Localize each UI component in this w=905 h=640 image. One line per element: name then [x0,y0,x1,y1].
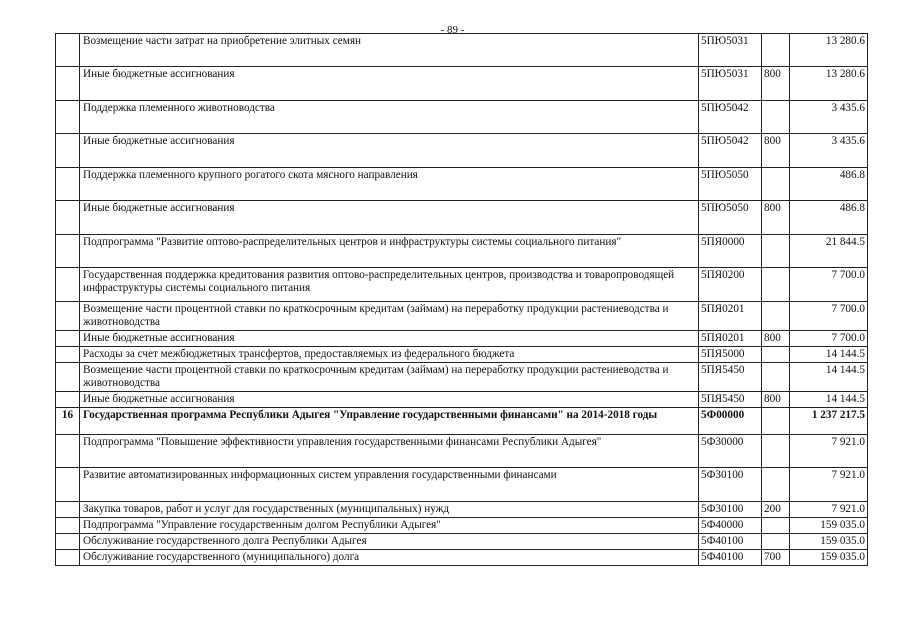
expense-type-cell: 800 [762,201,790,235]
expense-type-cell [762,534,790,550]
item-name-cell: Иные бюджетные ассигнования [80,134,699,168]
row-number-cell [56,302,80,331]
item-name-cell: Иные бюджетные ассигнования [80,67,699,101]
item-name-cell: Возмещение части затрат на приобретение элитных семян [80,34,699,67]
amount-cell: 159 035.0 [790,518,868,534]
table-row [56,347,868,363]
table-row [56,67,868,101]
amount-cell: 486.8 [790,168,868,201]
expense-type-cell: 800 [762,134,790,168]
row-number-cell [56,134,80,168]
item-name-cell: Иные бюджетные ассигнования [80,331,699,347]
table-row [56,201,868,235]
amount-cell: 7 921.0 [790,502,868,518]
table-row [56,408,868,435]
table-row [56,534,868,550]
row-number-cell [56,331,80,347]
table-row [56,168,868,201]
expense-type-cell [762,168,790,201]
table-row [56,392,868,408]
item-name-cell: Подпрограмма "Управление государственным долгом Республики Адыгея" [80,518,699,534]
expense-type-cell [762,518,790,534]
target-code-cell: 5ПЯ5450 [699,363,762,392]
expense-type-cell [762,435,790,468]
target-code-cell: 5ПЯ5000 [699,347,762,363]
amount-cell: 7 700.0 [790,268,868,302]
target-code-cell: 5Ф40100 [699,534,762,550]
expense-type-cell [762,268,790,302]
row-number-cell [56,518,80,534]
expense-type-cell [762,235,790,268]
target-code-cell: 5ПЮ5042 [699,134,762,168]
row-number-cell [56,347,80,363]
page-number: - 89 - [440,24,465,36]
table-row [56,363,868,392]
row-number-cell: 16 [56,408,80,435]
item-name-cell: Возмещение части процентной ставки по краткосрочным кредитам (займам) на переработку продукции растениеводства и животноводства [80,363,699,392]
budget-table [55,33,868,566]
target-code-cell: 5Ф40000 [699,518,762,534]
target-code-cell: 5ПЮ5031 [699,34,762,67]
item-name-cell: Государственная программа Республики Адыгея "Управление государственными финансами" на 2014-2018 годы [80,408,699,435]
table-row [56,268,868,302]
item-name-cell: Подпрограмма "Повышение эффективности управления государственными финансами Республики Адыгея" [80,435,699,468]
item-name-cell: Поддержка племенного животноводства [80,101,699,134]
row-number-cell [56,168,80,201]
target-code-cell: 5ПЮ5042 [699,101,762,134]
target-code-cell: 5ПЮ5050 [699,168,762,201]
table-row [56,331,868,347]
target-code-cell: 5ПЯ0201 [699,331,762,347]
expense-type-cell [762,302,790,331]
expense-type-cell [762,468,790,502]
item-name-cell: Поддержка племенного крупного рогатого скота мясного направления [80,168,699,201]
item-name-cell: Государственная поддержка кредитования развития оптово-распределительных центров, производства и товаропроводящей инфраструктуры системы социального питания [80,268,699,302]
amount-cell: 159 035.0 [790,550,868,566]
row-number-cell [56,201,80,235]
item-name-cell: Закупка товаров, работ и услуг для государственных (муниципальных) нужд [80,502,699,518]
amount-cell: 159 035.0 [790,534,868,550]
expense-type-cell: 800 [762,67,790,101]
row-number-cell [56,502,80,518]
amount-cell: 21 844.5 [790,235,868,268]
target-code-cell: 5Ф40100 [699,550,762,566]
target-code-cell: 5ПЯ5450 [699,392,762,408]
amount-cell: 7 921.0 [790,435,868,468]
row-number-cell [56,34,80,67]
amount-cell: 3 435.6 [790,134,868,168]
row-number-cell [56,468,80,502]
expense-type-cell [762,408,790,435]
target-code-cell: 5Ф30100 [699,502,762,518]
table-row [56,302,868,331]
row-number-cell [56,235,80,268]
item-name-cell: Иные бюджетные ассигнования [80,392,699,408]
target-code-cell: 5ПЯ0201 [699,302,762,331]
expense-type-cell: 700 [762,550,790,566]
row-number-cell [56,67,80,101]
amount-cell: 486.8 [790,201,868,235]
target-code-cell: 5ПЮ5050 [699,201,762,235]
item-name-cell: Развитие автоматизированных информационных систем управления государственными финансами [80,468,699,502]
table-row [56,235,868,268]
amount-cell: 3 435.6 [790,101,868,134]
row-number-cell [56,268,80,302]
table-row [56,435,868,468]
amount-cell: 1 237 217.5 [790,408,868,435]
expense-type-cell [762,347,790,363]
amount-cell: 7 700.0 [790,302,868,331]
table-row [56,101,868,134]
table-row [56,34,868,67]
target-code-cell: 5Ф30100 [699,468,762,502]
expense-type-cell [762,363,790,392]
expense-type-cell: 200 [762,502,790,518]
expense-type-cell: 800 [762,331,790,347]
item-name-cell: Расходы за счет межбюджетных трансфертов, предоставляемых из федерального бюджета [80,347,699,363]
table-row [56,518,868,534]
row-number-cell [56,534,80,550]
target-code-cell: 5Ф00000 [699,408,762,435]
table-row [56,550,868,566]
table-row [56,502,868,518]
table-row [56,134,868,168]
item-name-cell: Обслуживание государственного (муниципального) долга [80,550,699,566]
target-code-cell: 5ПЮ5031 [699,67,762,101]
item-name-cell: Обслуживание государственного долга Республики Адыгея [80,534,699,550]
item-name-cell: Иные бюджетные ассигнования [80,201,699,235]
expense-type-cell [762,101,790,134]
table-row [56,468,868,502]
row-number-cell [56,435,80,468]
amount-cell: 14 144.5 [790,392,868,408]
target-code-cell: 5Ф30000 [699,435,762,468]
row-number-cell [56,392,80,408]
row-number-cell [56,363,80,392]
target-code-cell: 5ПЯ0000 [699,235,762,268]
expense-type-cell: 800 [762,392,790,408]
amount-cell: 7 921.0 [790,468,868,502]
target-code-cell: 5ПЯ0200 [699,268,762,302]
amount-cell: 7 700.0 [790,331,868,347]
row-number-cell [56,101,80,134]
item-name-cell: Возмещение части процентной ставки по краткосрочным кредитам (займам) на переработку продукции растениеводства и животноводства [80,302,699,331]
amount-cell: 13 280.6 [790,67,868,101]
row-number-cell [56,550,80,566]
item-name-cell: Подпрограмма "Развитие оптово-распределительных центров и инфраструктуры системы социального питания" [80,235,699,268]
amount-cell: 14 144.5 [790,363,868,392]
budget-table-body [56,34,868,566]
expense-type-cell [762,34,790,67]
amount-cell: 14 144.5 [790,347,868,363]
amount-cell: 13 280.6 [790,34,868,67]
